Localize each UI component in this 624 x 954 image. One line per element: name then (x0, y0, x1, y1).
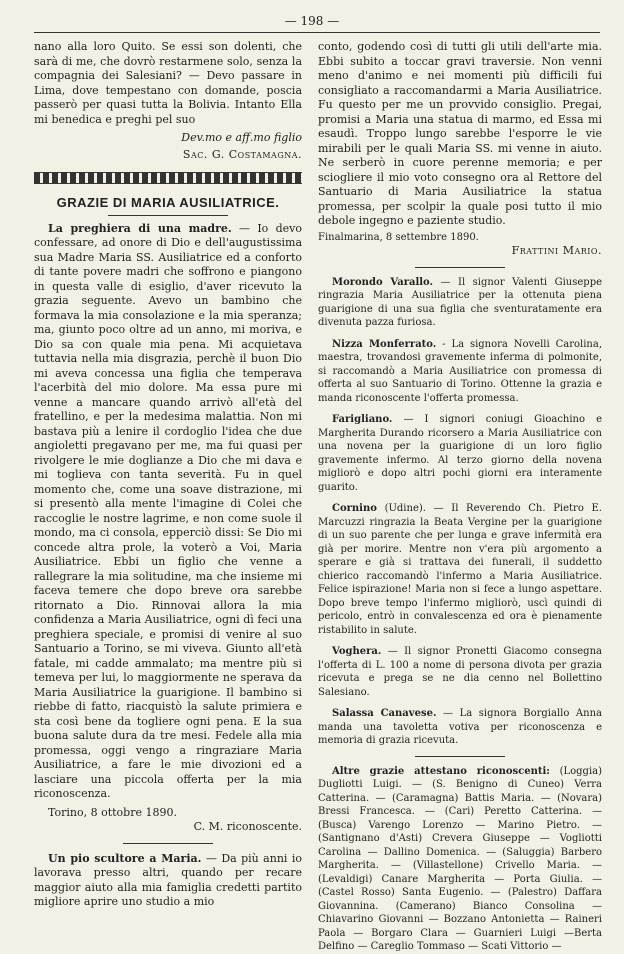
title-rule (108, 215, 228, 216)
section-title: GRAZIE DI MARIA AUSILIATRICE. (56, 195, 280, 210)
altre-grazie (318, 765, 602, 954)
entry-head: Morondo Varallo. (332, 276, 434, 288)
altre-grazie-head: Altre grazie attestano riconoscenti: (332, 765, 550, 777)
sculptor-signature: Frattini Mario. (511, 244, 602, 257)
top-rule (34, 32, 600, 33)
entry-head: Salassa Canavese. (332, 708, 437, 719)
sculptor-date-line (318, 231, 602, 245)
signature-line-2: Sac. G. Costamagna. (182, 147, 302, 161)
entry-text: (Udine). — Il Reverendo Ch. Pietro E. Marcuzzi ringrazia la Beata Vergine per la guarigione di un suo parente che per lunga e grave infermità era già per morire. Mentre non v'era più argomento a sperare e già si trattava dei funerali, il suddetto chierico raccomandò l'infermo a Maria Ausiliatrice. Felice ispirazione! Maria non si fece a lungo aspettare. Dopo breve tempo l'infermo migliorò, uscì quindi di pericolo, entrò in convalescenza ed ora è pienamente ristabilito in salute. (318, 503, 602, 636)
entry-text: - La signora Novelli Carolina, maestra, trovandosi gravemente inferma di polmonite, si raccomandò a Maria Ausiliatrice con promessa di offerta al suo Santuario di Torino. Ottenne la grazia e manda riconoscente l'offerta promessa. (318, 338, 602, 404)
letter-ending: nano alla loro Quito. Se essi son dolenti, che sarà di me, che dovrò restarmene solo, senza la compagnia dei Salesiani? — Devo passare in Lima, dove tempestano con domande, poscia passerò per quasi tutta la Bolivia. Intanto Ella mi benedica e preghi pel suo (34, 40, 302, 126)
right-column (318, 40, 602, 954)
entry-head: Cornino (332, 503, 377, 514)
grace-item-1-text: — Io devo confessare, ad onore di Dio e dell'augustissima sua Madre Maria SS. Ausiliatrice ed a conforto di tante povere madri che soffrono e piangono in questa valle di esiglio, d'aver ricevuto la grazia seguente. Avevo un bambino che formava la mia consolazione e la mia speranza; ma, giunto poco oltre ad un anno, mi moriva, e Dio sa con quale mia pena. Mi acquietava tuttavia nella mia disgrazia, perchè il buon Dio mi aveva concessa una figlia che temperava l'acerbità del mio dolore. Ma essa pure mi venne a mancare quando arrivò all'età del fratellino, e per la medesima malattia. Non mi bastava più a lenire il cordoglio l'idea che due angioletti pregavano per me, ma fui quasi per rivolgere le mie doglianze a Dio che mi dava e mi toglieva con tanta severità. Fu in quel momento che, come una soave distrazione, mi si presentò alla mente l'imagine di Colei che raccoglie le nostre lagrime, e non come suole il mondo, ma ci consola, epperciò dissi: Se Dio mi concede altra prole, la voterò a Voi, Maria Ausiliatrice. Ebbi un figlio che venne a rallegrare la mia solitudine, ma che insieme mi faceva temere che dopo breve ora sarebbe ritornato a Dio. Rinnovai allora la mia confidenza a Maria Ausiliatrice, ogni dì feci una preghiera speciale, e promisi di venire al suo Santuario a Torino, se mi viveva. Giunto all'età fatale, mi cadde ammalato; ma mentre più si temeva per lui, lo maggiormente ne sperava da Maria Ausiliatrice la guarigione. Il bambino si riebbe di fatto, riacquistò la salute primiera e sta così bene da togliere ogni pena. E la sua buona salute dura da tre mesi. Fedele alla mia promessa, oggi vengo a ringraziare Maria Ausiliatrice, a fare le mie divozioni ed a lasciare una piccola offerta per la mia riconoscenza. (34, 221, 302, 800)
entry-text: — I signori coniugi Gioachino e Margherita Durando ricorsero a Maria Ausiliatrice con una novena per la guarigione di un loro figlio gravemente infermo. Al terzo giorno della novena migliorò e dopo altri pochi giorni era interamente guarito. (318, 414, 602, 493)
entry-salassa (318, 707, 602, 748)
short-divider (123, 843, 213, 844)
entry-text: — Il signor Valenti Giuseppe ringrazia Maria Ausiliatrice per la ottenuta piena guarigione di una sua figlia che sventuratamente era divenuta pazza furiosa. (318, 276, 603, 328)
short-divider-right (415, 267, 505, 268)
entry-farigliano (318, 413, 602, 494)
grace-item-1-date: Torino, 8 ottobre 1890. (48, 805, 177, 819)
grace-item-2-head: Un pio scultore a Maria. (48, 851, 202, 865)
entry-head: Farigliano. (332, 414, 393, 425)
ornamental-divider (34, 172, 302, 184)
sculptor-date: Finalmarina, 8 settembre 1890. (318, 231, 479, 243)
grace-item-2 (34, 852, 302, 910)
grace-item-2-text: — Da più anni io lavorava presso altri, quando per recare maggior aiuto alla mia famiglia credetti partito migliore aprire uno studio a mio (34, 851, 302, 908)
entry-text: — La signora Borgiallo Anna manda una tavoletta votiva per riconoscenza e memoria di grazia ricevuta. (318, 708, 603, 746)
sculptor-continuation: conto, godendo così di tutti gli utili dell'arte mia. Ebbi subito a toccar gravi traversie. Non venni meno d'animo e nei momenti più difficili fui consigliato a raccomandarmi a Maria Ausiliatrice. Fu questo per me un provvido consiglio. Pregai, promisi a Maria una statua di marmo, ed Essa mi esaudì. Troppo lungo sarebbe l'esporre le vie mirabili per le quali Maria SS. mi venne in aiuto. Ne serberò in cuore perenne memoria; e per sciogliere il mio voto consegno ora al Rettore del Santuario di Maria Ausiliatrice la statua promessa, per scolpir la quale posi tutto il mio debole ingegno e paziente studio. (318, 40, 602, 227)
entry-head: Nizza Monferrato. (332, 338, 437, 350)
entry-cornino (318, 502, 602, 637)
entry-text: — Il signor Pronetti Giacomo consegna l'offerta di L. 100 a nome di persona divota per grazia ricevuta e prega se ne dia cenno nel Bollettino Salesiano. (318, 646, 602, 698)
signature-line-1: Dev.mo e aff.mo figlio (181, 131, 302, 144)
grace-entries (318, 276, 602, 954)
grace-item-1-head: La preghiera di una madre. (48, 221, 232, 235)
entry-head: Voghera. (332, 646, 382, 657)
entry-morondo (318, 276, 602, 330)
grace-item-1-signature: C. M. riconoscente. (193, 820, 302, 833)
grace-item-1 (34, 222, 302, 802)
left-column (34, 40, 302, 910)
page-number: — 198 — (284, 14, 340, 28)
entry-voghera (318, 645, 602, 699)
short-divider-right-2 (415, 756, 505, 757)
altre-grazie-text: (Loggia) Dugliotti Luigi. — (S. Benigno di Cuneo) Verra Catterina. — (Caramagna) Battis Maria. — (Novara) Bressi Francesca. — (Cari) Peretto Catterina. — (Busca) Varengo Lorenzo — Marino Pietro. — (Santignano d'Asti) Crevera Giuseppe — Vogliotti Carolina — Dallino Domenica. — (Saluggia) Barbero Margherita. — (Villastellone) Crivello Maria. — (Levaldigi) Canare Margherita — Porta Giulia. — (Castel Rosso) Santa Eugenio. — (Palestro) Daffara Giovannina. (Camerano) Bianco Consolina — Chiavarino Giovanni — Bozzano Antonietta — Raineri Paola — Borgaro Clara — Guarnieri Luigi —Berta Delfino — Careglio Tommaso — Scati Vittorio — (318, 765, 602, 952)
entry-nizza (318, 338, 602, 406)
